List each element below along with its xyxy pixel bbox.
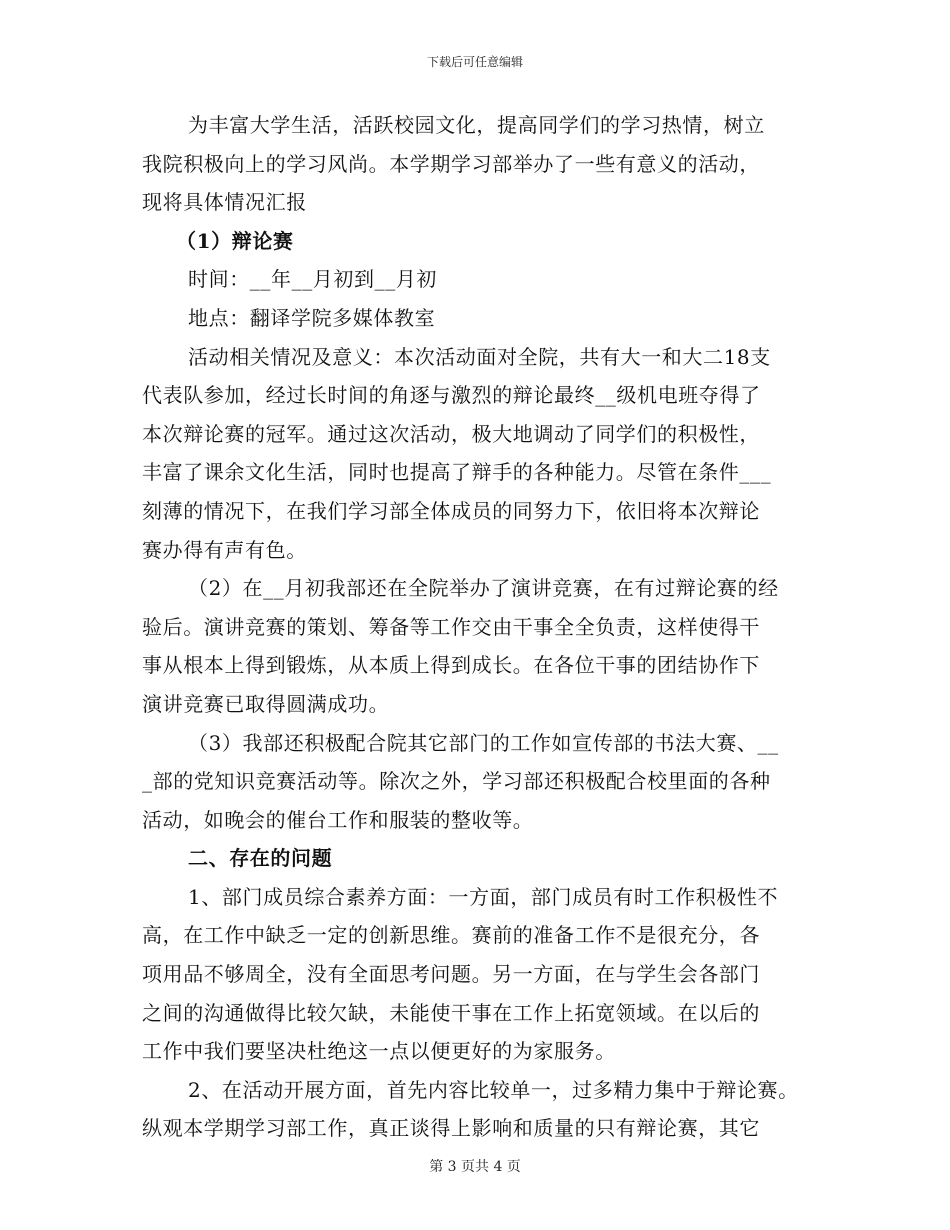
paragraph-line: 刻薄的情况下，在我们学习部全体成员的同努力下，依旧将本次辩论 — [142, 498, 760, 523]
page-footer: 第 3 页共 4 页 — [429, 1159, 521, 1175]
paragraph-line: （3）我部还积极配合院其它部门的工作如宣传部的书法大赛、__ — [188, 730, 779, 755]
section-heading-problems: 二、存在的问题 — [188, 846, 333, 871]
page-header: 下载后可任意编辑 — [426, 55, 523, 69]
section-heading-debate: （1）辩论赛 — [176, 228, 294, 253]
paragraph-line: 项用品不够周全，没有全面思考问题。另一方面，在与学生会各部门 — [142, 962, 760, 987]
paragraph-line: 纵观本学期学习部工作，真正谈得上影响和质量的只有辩论赛，其它 — [142, 1116, 760, 1141]
paragraph-line: 1、部门成员综合素养方面：一方面，部门成员有时工作积极性不 — [188, 884, 779, 909]
paragraph-line: 之间的沟通做得比较欠缺，未能使干事在工作上拓宽领域。在以后的 — [142, 1000, 760, 1025]
paragraph-line: 代表队参加，经过长时间的角逐与激烈的辩论最终__级机电班夺得了 — [142, 383, 761, 408]
paragraph-line: _部的党知识竞赛活动等。除次之外，学习部还积极配合校里面的各种 — [142, 769, 771, 794]
paragraph-line: 工作中我们要坚决杜绝这一点以便更好的为家服务。 — [142, 1039, 616, 1064]
paragraph-line: 时间：__年__月初到__月初 — [188, 267, 437, 292]
paragraph-line: 为丰富大学生活，活跃校园文化，提高同学们的学习热情，树立 — [188, 113, 765, 137]
paragraph-line: 事从根本上得到锻炼，从本质上得到成长。在各位干事的团结协作下 — [142, 653, 760, 678]
paragraph-line: 地点：翻译学院多媒体教室 — [188, 305, 436, 330]
document-body — [142, 106, 842, 1148]
paragraph-line: 验后。演讲竞赛的策划、筹备等工作交由干事全全负责，这样使得干 — [142, 614, 760, 639]
paragraph-line: 我院积极向上的学习风尚。本学期学习部举办了一些有意义的活动， — [142, 151, 760, 176]
paragraph-line: 活动，如晚会的催台工作和服装的整收等。 — [142, 807, 534, 832]
paragraph-line: 活动相关情况及意义：本次活动面对全院，共有大一和大二18支 — [188, 344, 771, 369]
paragraph-line: （2）在__月初我部还在全院举办了演讲竞赛，在有过辩论赛的经 — [188, 576, 779, 601]
paragraph-line: 高，在工作中缺乏一定的创新思维。赛前的准备工作不是很充分，各 — [142, 923, 760, 948]
paragraph-line: 本次辩论赛的冠军。通过这次活动，极大地调动了同学们的积极性， — [142, 421, 760, 446]
paragraph-line: 赛办得有声有色。 — [142, 537, 307, 562]
paragraph-line: 演讲竞赛已取得圆满成功。 — [142, 691, 390, 716]
paragraph-line: 现将具体情况汇报 — [142, 190, 307, 215]
paragraph-line: 2、在活动开展方面，首先内容比较单一，过多精力集中于辩论赛。 — [188, 1077, 799, 1102]
paragraph-line: 丰富了课余文化生活，同时也提高了辩手的各种能力。尽管在条件___ — [142, 460, 772, 485]
